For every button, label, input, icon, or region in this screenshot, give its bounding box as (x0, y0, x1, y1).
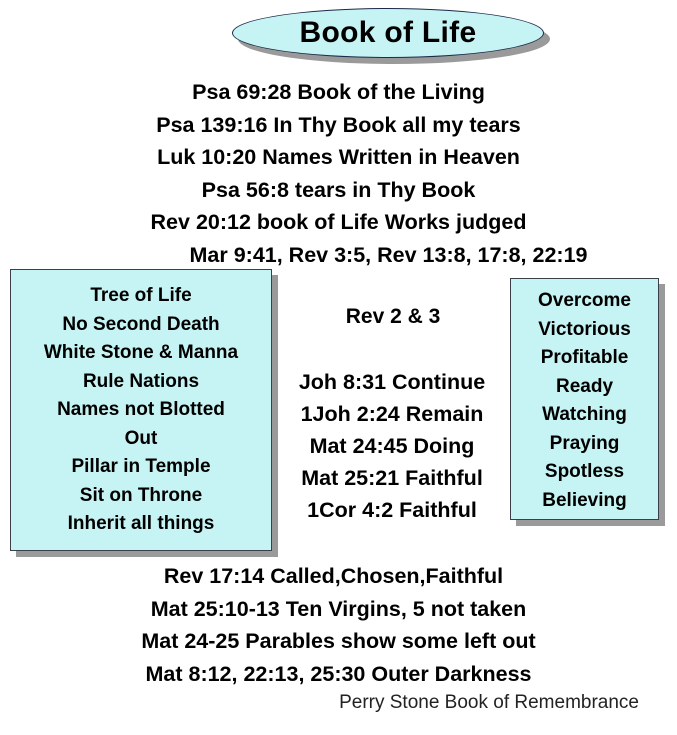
quality-item: Watching (542, 404, 627, 425)
verse-line: Rev 17:14 Called,Chosen,Faithful (163, 564, 504, 588)
bottom-verse-list (0, 560, 677, 690)
verse-line: Mat 25:21 Faithful (301, 466, 483, 490)
verse-line: Joh 8:31 Continue (298, 370, 486, 394)
quality-item: Praying (549, 432, 620, 454)
verse-line: Psa 56:8 tears in Thy Book (201, 177, 476, 202)
verse-line: Psa 69:28 Book of the Living (192, 80, 485, 104)
verse-line: Rev 20:12 book of Life Works judged (150, 210, 527, 234)
verse-line: Mat 8:12, 22:13, 25:30 Outer Darkness (145, 661, 532, 686)
qualities-box (510, 278, 659, 520)
middle-heading: Rev 2 & 3 (345, 305, 441, 328)
promise-item: Sit on Throne (79, 484, 203, 506)
page-title: Book of Life (299, 16, 477, 49)
verse-line: Psa 139:16 In Thy Book all my tears (156, 112, 521, 137)
quality-item: Profitable (540, 347, 629, 368)
quality-item: Ready (555, 375, 614, 397)
promise-item: Tree of Life (90, 285, 192, 306)
quality-item: Spotless (544, 461, 625, 482)
promise-item: Inherit all things (67, 513, 215, 534)
verse-line: Mat 24:45 Doing (309, 434, 475, 458)
verse-line: 1Cor 4:2 Faithful (307, 498, 477, 522)
verse-line: Mat 24-25 Parables show some left out (141, 629, 536, 653)
middle-verse-list (272, 366, 512, 526)
promise-item: Out (124, 427, 158, 449)
verse-line: Luk 10:20 Names Written in Heaven (157, 145, 520, 169)
promise-item: White Stone & Manna (43, 342, 239, 363)
quality-item: Overcome (538, 290, 631, 311)
promise-item: Names not Blotted (57, 399, 225, 420)
promise-item: No Second Death (62, 313, 220, 335)
promises-box (10, 269, 272, 551)
quality-item: Victorious (538, 318, 631, 340)
verse-line: Mat 25:10-13 Ten Virgins, 5 not taken (150, 596, 527, 621)
promise-item: Pillar in Temple (71, 456, 211, 477)
verse-line: Mar 9:41, Rev 3:5, Rev 13:8, 17:8, 22:19 (189, 242, 588, 267)
top-verse-list (0, 76, 677, 271)
title-oval (232, 8, 544, 58)
verse-line: 1Joh 2:24 Remain (300, 402, 484, 426)
quality-item: Believing (542, 489, 627, 511)
promise-item: Rule Nations (82, 370, 200, 392)
credit-text: Perry Stone Book of Remembrance (339, 692, 639, 713)
